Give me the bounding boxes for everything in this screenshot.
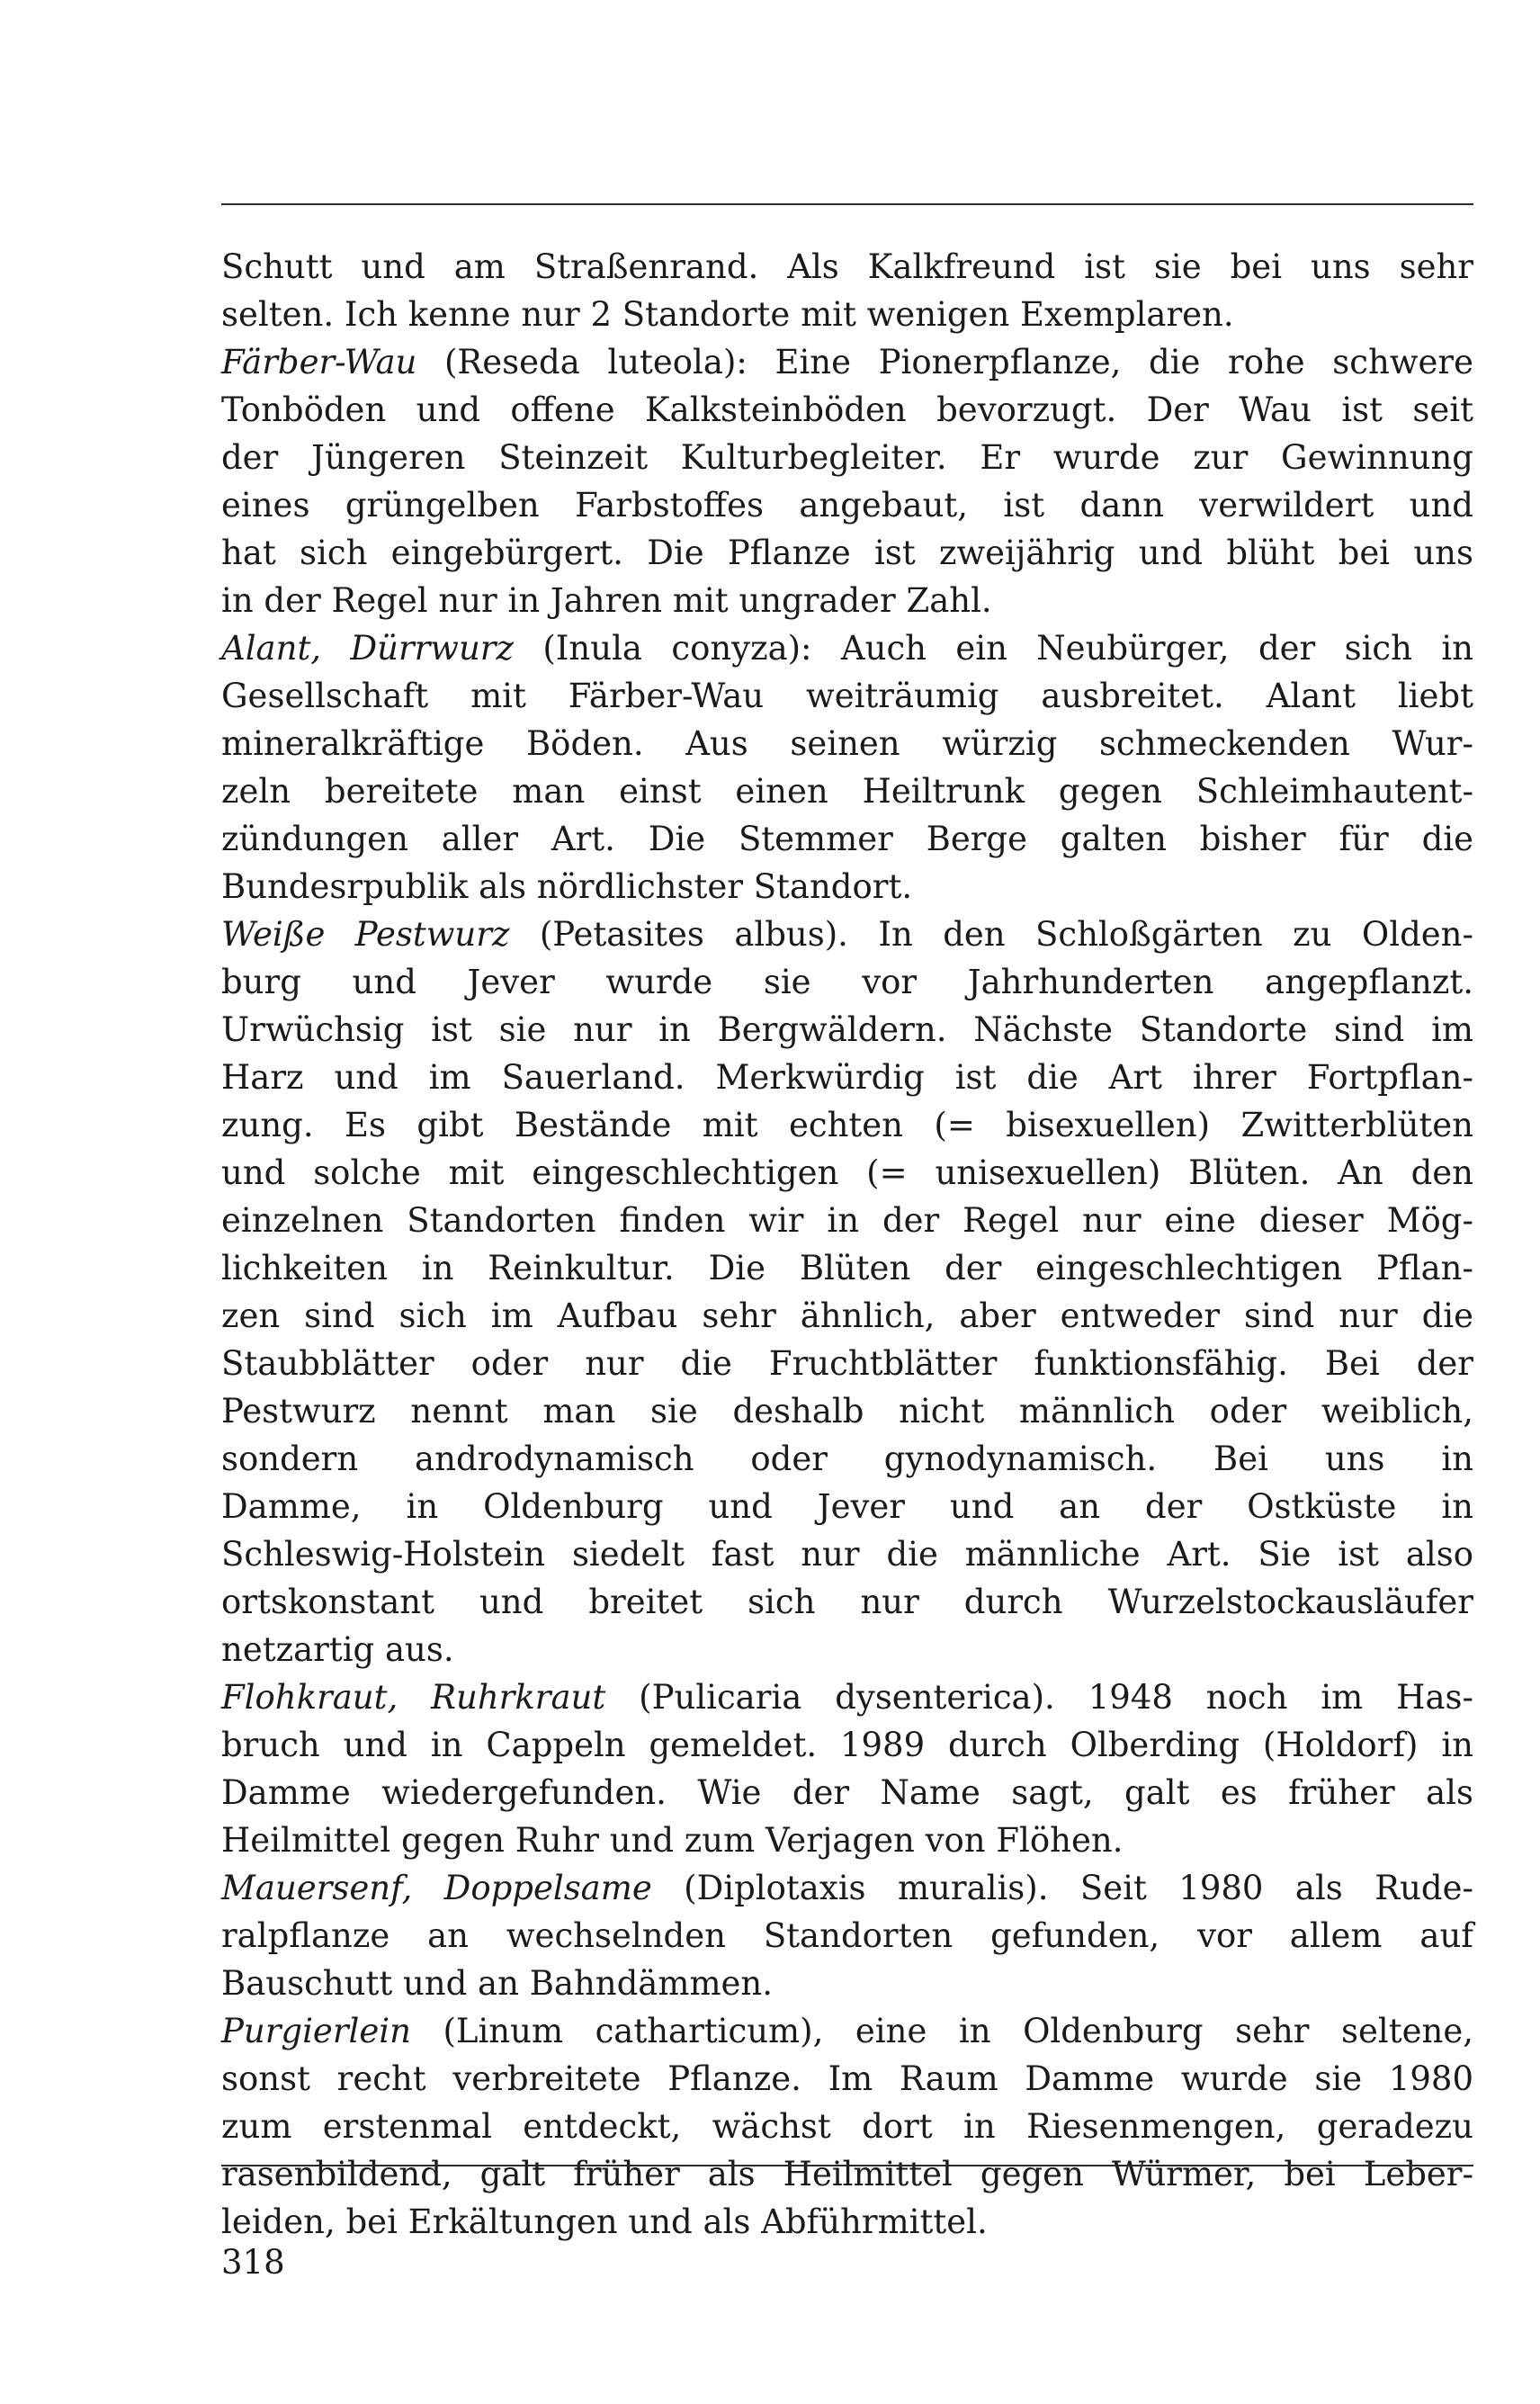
text-line xyxy=(221,2198,1473,2246)
text-segment: sondern androdynamisch oder gynodynamisch. Bei uns in xyxy=(221,1440,1473,1478)
text-line xyxy=(221,1387,1473,1435)
text-line xyxy=(221,386,1473,434)
text-segment: Schutt und am Straßenrand. Als Kalkfreund ist sie bei uns sehr xyxy=(221,247,1473,286)
text-segment: Bundesrpublik als nördlichster Standort. xyxy=(221,867,913,906)
text-line xyxy=(221,1960,1473,2007)
text-line xyxy=(221,529,1473,577)
text-line xyxy=(221,958,1473,1006)
text-segment: (Petasites albus). In den Schloßgärten zu Olden- xyxy=(509,915,1473,954)
text-segment: Pestwurz nennt man sie deshalb nicht männlich oder weiblich, xyxy=(221,1392,1473,1431)
text-line xyxy=(221,815,1473,863)
text-segment: in der Regel nur in Jahren mit ungrader Zahl. xyxy=(221,581,992,620)
text-line xyxy=(221,1054,1473,1101)
text-line xyxy=(221,1626,1473,1673)
top-rule xyxy=(221,203,1473,205)
text-line xyxy=(221,1673,1473,1721)
plant-name: Flohkraut, Ruhrkraut xyxy=(221,1678,606,1717)
page-number: 318 xyxy=(221,2243,285,2282)
text-segment: mineralkräftige Böden. Aus seinen würzig schmeckenden Wur- xyxy=(221,724,1473,763)
text-segment: hat sich eingebürgert. Die Pflanze ist zweijährig und blüht bei uns xyxy=(221,534,1473,572)
text-segment: sonst recht verbreitete Pflanze. Im Raum Damme wurde sie 1980 xyxy=(221,2059,1473,2098)
text-segment: (Inula conyza): Auch ein Neubürger, der sich in xyxy=(514,629,1473,668)
text-segment: selten. Ich kenne nur 2 Standorte mit wenigen Exemplaren. xyxy=(221,295,1234,334)
text-line xyxy=(221,2007,1473,2055)
text-line xyxy=(221,1244,1473,1292)
text-line xyxy=(221,481,1473,529)
text-line xyxy=(221,1769,1473,1816)
text-line xyxy=(221,1578,1473,1626)
text-line xyxy=(221,1721,1473,1769)
text-line xyxy=(221,863,1473,910)
text-line xyxy=(221,1816,1473,1864)
text-line xyxy=(221,1149,1473,1197)
text-line xyxy=(221,291,1473,338)
text-segment: ortskonstant und breitet sich nur durch Wurzelstockausläufer xyxy=(221,1583,1473,1621)
text-line xyxy=(221,338,1473,386)
text-segment: Staubblätter oder nur die Fruchtblätter funktionsfähig. Bei der xyxy=(221,1344,1473,1383)
text-segment: einzelnen Standorten finden wir in der Regel nur eine dieser Mög- xyxy=(221,1201,1473,1240)
text-line xyxy=(221,672,1473,720)
text-line xyxy=(221,1435,1473,1483)
text-segment: zung. Es gibt Bestände mit echten (= bisexuellen) Zwitterblüten xyxy=(221,1106,1473,1144)
text-line xyxy=(221,720,1473,767)
text-segment: Damme, in Oldenburg und Jever und an der Ostküste in xyxy=(221,1487,1473,1526)
text-segment: der Jüngeren Steinzeit Kulturbegleiter. Er wurde zur Gewinnung xyxy=(221,438,1473,477)
text-segment: (Pulicaria dysenterica). 1948 noch im Has- xyxy=(605,1678,1473,1717)
text-segment: zum erstenmal entdeckt, wächst dort in Riesenmengen, geradezu xyxy=(221,2107,1473,2146)
text-segment: Schleswig-Holstein siedelt fast nur die männliche Art. Sie ist also xyxy=(221,1535,1473,1574)
plant-name: Weiße Pestwurz xyxy=(221,915,510,954)
text-line xyxy=(221,1006,1473,1054)
text-segment: Urwüchsig ist sie nur in Bergwäldern. Nächste Standorte sind im xyxy=(221,1010,1473,1049)
text-segment: (Reseda luteola): Eine Pionerpflanze, die rohe schwere xyxy=(416,343,1473,381)
text-segment: Harz und im Sauerland. Merkwürdig ist die Art ihrer Fortpflan- xyxy=(221,1058,1473,1097)
text-line xyxy=(221,2103,1473,2150)
text-line xyxy=(221,577,1473,624)
text-segment: Damme wiedergefunden. Wie der Name sagt, galt es früher als xyxy=(221,1773,1473,1812)
text-segment: Bauschutt und an Bahndämmen. xyxy=(221,1964,774,2003)
text-line xyxy=(221,2055,1473,2103)
body-text xyxy=(221,243,1473,2246)
text-line xyxy=(221,1483,1473,1530)
text-segment: leiden, bei Erkältungen und als Abführmittel. xyxy=(221,2202,988,2241)
text-line xyxy=(221,910,1473,958)
text-segment: zeln bereitete man einst einen Heiltrunk gegen Schleimhautent- xyxy=(221,772,1473,811)
text-segment: eines grüngelben Farbstoffes angebaut, ist dann verwildert und xyxy=(221,486,1473,525)
text-line xyxy=(221,624,1473,672)
text-segment: Tonböden und offene Kalksteinböden bevorzugt. Der Wau ist seit xyxy=(221,390,1473,429)
text-line xyxy=(221,1292,1473,1340)
text-line xyxy=(221,1912,1473,1960)
text-line xyxy=(221,434,1473,481)
plant-name: Purgierlein xyxy=(221,2012,411,2050)
text-segment: (Diplotaxis muralis). Seit 1980 als Rude- xyxy=(651,1869,1474,1907)
text-segment: Heilmittel gegen Ruhr und zum Verjagen von Flöhen. xyxy=(221,1821,1124,1860)
text-segment: und solche mit eingeschlechtigen (= unisexuellen) Blüten. An den xyxy=(221,1153,1473,1192)
text-line xyxy=(221,1530,1473,1578)
text-segment: rasenbildend, galt früher als Heilmittel gegen Würmer, bei Leber- xyxy=(221,2155,1473,2193)
text-line xyxy=(221,1340,1473,1387)
bottom-rule xyxy=(221,2165,1473,2166)
text-segment: (Linum catharticum), eine in Oldenburg sehr seltene, xyxy=(410,2012,1473,2050)
plant-name: Alant, Dürrwurz xyxy=(221,629,514,668)
text-segment: bruch und in Cappeln gemeldet. 1989 durch Olberding (Holdorf) in xyxy=(221,1726,1473,1764)
text-line xyxy=(221,1101,1473,1149)
text-segment: Gesellschaft mit Färber-Wau weiträumig ausbreitet. Alant liebt xyxy=(221,677,1473,715)
text-line xyxy=(221,2150,1473,2198)
text-segment: burg und Jever wurde sie vor Jahrhunderten angepflanzt. xyxy=(221,963,1473,1001)
text-segment: zündungen aller Art. Die Stemmer Berge galten bisher für die xyxy=(221,820,1473,858)
text-line xyxy=(221,767,1473,815)
plant-name: Mauersenf, Doppelsame xyxy=(221,1869,652,1907)
text-line xyxy=(221,243,1473,291)
text-segment: ralpflanze an wechselnden Standorten gefunden, vor allem auf xyxy=(221,1916,1473,1955)
plant-name: Färber-Wau xyxy=(221,343,417,381)
text-segment: zen sind sich im Aufbau sehr ähnlich, aber entweder sind nur die xyxy=(221,1296,1473,1335)
text-segment: lichkeiten in Reinkultur. Die Blüten der eingeschlechtigen Pflan- xyxy=(221,1249,1473,1287)
text-line xyxy=(221,1197,1473,1244)
text-line xyxy=(221,1864,1473,1912)
text-segment: netzartig aus. xyxy=(221,1630,454,1669)
